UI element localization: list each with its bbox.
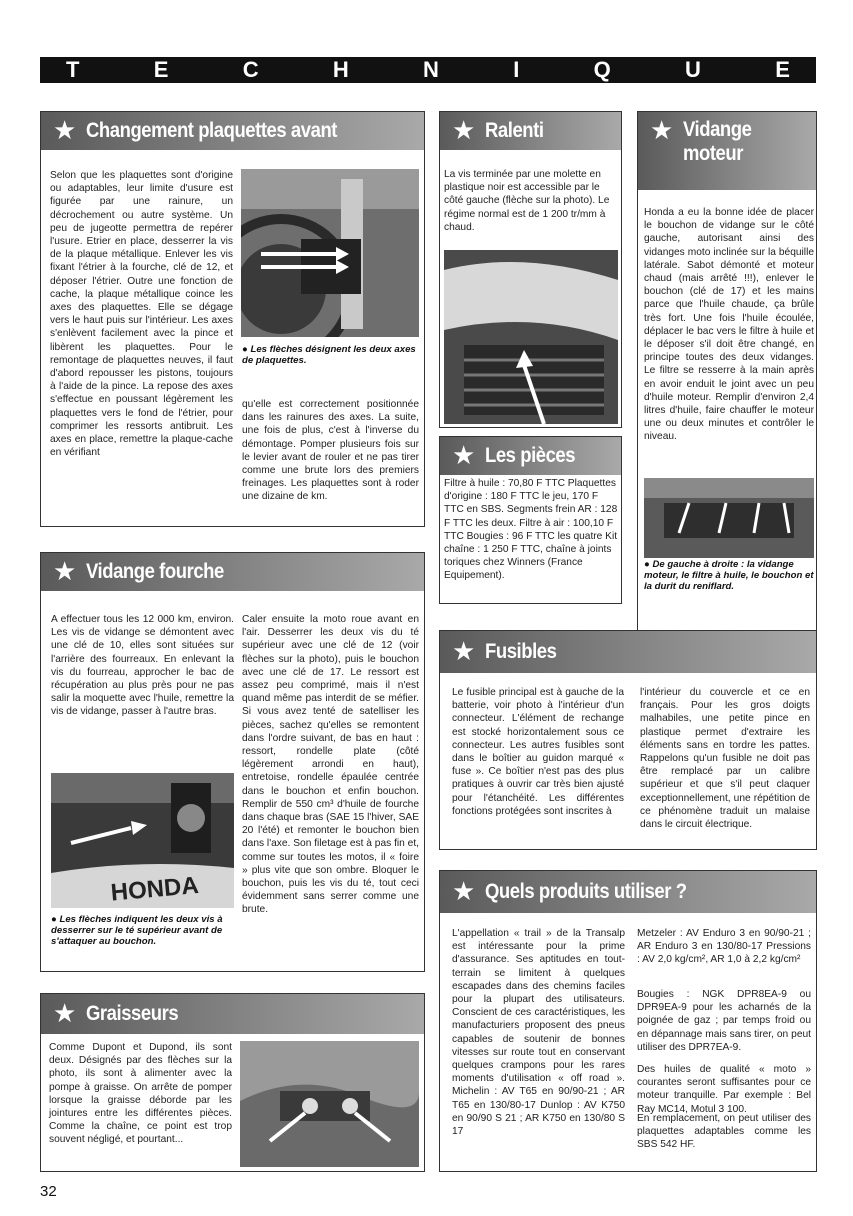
banner-letter: H xyxy=(332,57,349,82)
banner-letter: T xyxy=(66,57,80,82)
body-text: Bougies : NGK DPR8EA-9 ou DPR9EA-9 pour les acharnés de la poignée de gaz ; par temps froid ou en dépannage mais sans tirer, on peut utiliser des DPR7EA-9. xyxy=(637,989,811,1053)
body-text: Comme Dupont et Dupond, ils sont deux. Désignés par des flèches sur la photo, ils sont à alimenter avec la pompe à graisse. On arrête de pomper lorsque la graisse déborde par les jointures entre les différentes pièces. Comme la chaîne, ce point est trop souvent négligé, et pourtant... xyxy=(49,1042,232,1146)
banner-letter: E xyxy=(775,57,790,82)
star-icon: ★ xyxy=(53,116,77,146)
body-text: Selon que les plaquettes sont d'origine ou adaptables, leur limite d'usure est figurée par une rainure, un décrochement ou autre système. Un peu de jugeotte permettra de repérer l'usure. Etrier en place, desserrer la vis de la plaque métallique. Enlever les vis fixant l'étrier à la fourche, clé de 12, et déposer l'étrier. Outre une fonction de cache, la plaque métallique coince les axes des plaquettes. Elle se dégage vers le haut puis sur l'intérieur. Les axes s'enlèvent facilement avec la pince et libèrent les plaquettes. Pour le remontage de plaquettes neuves, il faut d'abord repousser les pistons, toujours à l'aide de la pince. La repose des axes s'effectue en poussant légèrement les plaquettes vers le fond de l'étrier, pour comprimer les ressorts antibruit. Les axes en place, remettre la plaque-cache en vérifiant xyxy=(50,170,233,459)
section-vidange-moteur xyxy=(637,111,817,636)
section-header xyxy=(440,871,816,913)
body-text: En remplacement, on peut utiliser des plaquettes adaptables comme les SBS 542 HF. xyxy=(637,1113,811,1151)
fork-top-photo xyxy=(51,773,234,908)
banner-letter: Q xyxy=(593,57,611,82)
section-title: Vidange moteur xyxy=(683,118,752,165)
body-text: Metzeler : AV Enduro 3 en 90/90-21 ; AR Enduro 3 en 130/80-17 Pressions : AV 2,0 kg/cm², AR 1,0 à 2,2 kg/cm² xyxy=(637,928,811,966)
star-icon: ★ xyxy=(53,557,77,587)
body-text: Le fusible principal est à gauche de la batterie, voir photo à l'intérieur d'un connecteur. L'élément de rechange est stocké horizontalement sous ce connecteur. Les autres fusibles sont dans le boîtier au guidon marqué « fuse ». Ce boîtier n'est pas des plus pratiques à ouvrir car très bien ajusté pour l'étanchéité. Les différentes fonctions protégées sont inscrites à xyxy=(452,687,624,817)
section-plaquettes xyxy=(40,111,425,527)
photo-caption: ● De gauche à droite : la vidange moteur, le filtre à huile, le bouchon et la durit du reniflard. xyxy=(644,559,814,592)
photo-caption: ● Les flèches désignent les deux axes de plaquettes. xyxy=(242,344,416,366)
section-pieces xyxy=(439,436,622,604)
section-vidange-fourche xyxy=(40,552,425,972)
body-text: La vis terminée par une molette en plastique noir est accessible par le côté gauche (flèche sur la photo). Le régime normal est de 1 200 tr/mm à chaud. xyxy=(444,169,610,233)
section-title: Changement plaquettes avant xyxy=(86,119,338,142)
body-text: Filtre à huile : 70,80 F TTC Plaquettes d'origine : 180 F TTC le jeu, 170 F TTC en SBS. Segments frein AR : 128 F TTC les deux. Filtre à air : 100,10 F TTC Bougies : 96 F TTC les quatre Kit chaîne : 1 250 F TTC, chaîne à joints toriques chez Winners (France Equipement). xyxy=(444,478,618,582)
photo-caption: ● Les flèches indiquent les deux vis à desserrer sur le té supérieur avant de s'attaquer au bouchon. xyxy=(51,914,223,947)
section-title: Les pièces xyxy=(485,444,576,467)
section-header xyxy=(638,112,816,190)
star-icon: ★ xyxy=(452,441,476,471)
idle-screw-photo xyxy=(444,250,618,424)
star-icon: ★ xyxy=(650,116,674,146)
body-text: Caler ensuite la moto roue avant en l'air. Desserrer les deux vis du té supérieur avec une clé de 12 (voir flèches sur la photo), puis le bouchon avec une clé de 17. Le ressort est assez peu comprimé, mais il n'est quand même pas interdit de se méfier. Si vous avez tenté de satelliser les pièces, sachez qu'elles se remontent dans l'ordre suivant, de bas en haut : ressort, rondelle plate (côté légèrement arrondi en haut), entretoise, rondelle épaulée centrée dans le bouchon et enfin bouchon. Remplir de 550 cm³ d'huile de fourche dans chaque bras (SAE 15 l'hiver, SAE 20 l'été) et remonter le bouchon bien dans l'axe. Son filetage est à pas fin et, comme sur toutes les motos, il « foire » plus vite que son ombre. Bloquer le bouchon, puis les vis du té, tout ceci évidemment sans serrer comme une brute. xyxy=(242,614,419,916)
section-title: Graisseurs xyxy=(86,1002,179,1025)
section-title: Vidange fourche xyxy=(86,560,225,583)
section-produits xyxy=(439,870,817,1172)
banner-letter: N xyxy=(423,57,439,82)
body-text: A effectuer tous les 12 000 km, environ. Les vis de vidange se démontent avec une clé de 10, elles sont situées sur l'arrière des fourreaux. En enlevant la vis du fourreau, approcher le bac de récupération au plus près pour ne pas salir la moquette avec l'huile, remettre la vis de vidange, passer à l'autre bras. xyxy=(51,614,234,718)
banner-letter: E xyxy=(153,57,169,82)
brake-caliper-photo xyxy=(241,169,419,337)
section-banner xyxy=(40,57,816,83)
star-icon: ★ xyxy=(452,116,476,146)
section-header xyxy=(41,112,424,150)
banner-letter: U xyxy=(685,57,701,82)
section-ralenti xyxy=(439,111,622,428)
oil-drain-photo xyxy=(644,478,814,558)
section-title: Fusibles xyxy=(485,640,557,663)
body-text: l'intérieur du couvercle et ce en français. Pour les gros doigts malhabiles, une petite pince en plastique permet d'extraire les éléments sans en tordre les pattes. Rappelons qu'un fusible ne doit pas être remplacé par un calibre supérieur et que s'il peut claquer exceptionnellement, une répétition de ce phénomène traduit un malaise dans le circuit électrique. xyxy=(640,687,810,831)
body-text: qu'elle est correctement positionnée dans les rainures des axes. La suite, une fois de plus, c'est à l'inverse du démontage. Pomper plusieurs fois sur le levier avant de rouler et ne pas tirer comme une brute lors des premiers freinages. Les plaquettes sont à roder une dizaine de km. xyxy=(242,399,419,503)
star-icon: ★ xyxy=(452,637,476,667)
section-fusibles xyxy=(439,630,817,850)
bike-brand-label: HONDA xyxy=(109,872,200,907)
body-text: Honda a eu la bonne idée de placer le bouchon de vidange sur le côté gauche, autorisant ainsi des vidanges moto inclinée sur la béquille latérale. Sabot démonté et moteur chaud (mais arrêté !!!), enlever le bouchon (clé de 17) et les mains parce que l'huile chaude, ça brûle très fort. Une fois l'huile écoulée, déplacer le bac vers le filtre à huile et le déposer s'il doit être changé, en principe toutes des deux vidanges. Le filtre se resserre à la main après en avoir enduit le joint avec un peu d'huile moteur. Remplir d'environ 2,4 litres d'huile, faire chauffer le moteur une ou deux minutes et contrôler le niveau. xyxy=(644,207,814,443)
banner-letter: C xyxy=(242,57,259,82)
star-icon: ★ xyxy=(452,877,476,907)
page-number: 32 xyxy=(40,1183,57,1200)
banner-letter: I xyxy=(513,57,520,82)
section-header xyxy=(41,553,424,591)
section-graisseurs xyxy=(40,993,425,1172)
grease-nipples-photo xyxy=(240,1041,419,1167)
section-title: Quels produits utiliser ? xyxy=(485,880,687,903)
section-header xyxy=(440,437,621,475)
star-icon: ★ xyxy=(53,999,77,1029)
section-header xyxy=(41,994,424,1034)
section-title: Ralenti xyxy=(485,119,544,142)
section-header xyxy=(440,112,621,150)
section-header xyxy=(440,631,816,673)
body-text: L'appellation « trail » de la Transalp est intéressante pour la prime d'assurance. Ses aptitudes en tout-terrain se limitent à quelques escapades dans des chemins faciles pour la plupart des utilisateurs. Conscient de ces caractéristiques, les manufacturiers proposent des pneus capables de soutenir de bonnes vitesses sur route tout en conservant quelques crampons pour les rares moments d'utilisation « off road ». Michelin : AV T65 en 90/90-21 ; AR T65 en 130/80-17 Dunlop : AV K750 en 90/90 S 21 ; AR K750 en 130/80 S 17 xyxy=(452,928,625,1138)
body-text: Des huiles de qualité « moto » courantes seront suffisantes pour ce moteur tranquille. Par exemple : Bel Ray MC14, Motul 3 100. xyxy=(637,1064,811,1115)
